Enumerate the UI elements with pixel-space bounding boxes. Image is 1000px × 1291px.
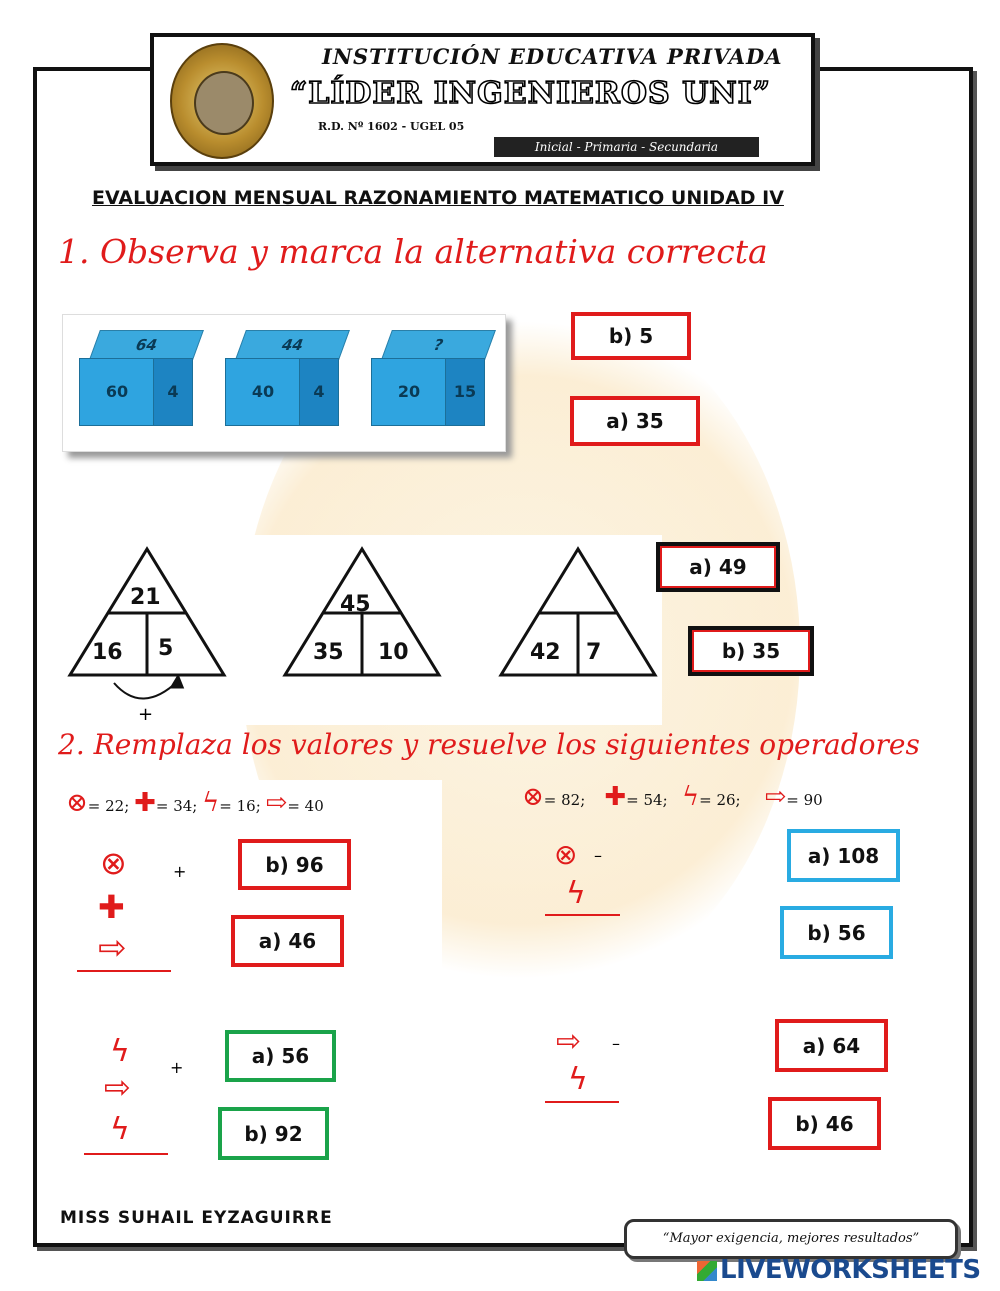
- answer-option-triangle-b[interactable]: b) 35: [688, 626, 814, 676]
- bolt-icon: ϟ: [110, 1112, 130, 1147]
- operation-minus: –: [612, 1034, 620, 1053]
- bolt-icon: ϟ: [681, 782, 700, 812]
- triangle-2-top: 45: [340, 592, 371, 617]
- arrow-icon: ⇨: [265, 788, 288, 818]
- education-levels: Inicial - Primaria - Secundaria: [494, 137, 759, 157]
- cross-icon: ✚: [98, 888, 125, 926]
- institution-name: “LÍDER INGENIEROS UNI”: [290, 76, 771, 111]
- arrow-icon: ⇨: [104, 1068, 131, 1106]
- operation-minus: –: [594, 846, 602, 865]
- triangle-drawing: [62, 535, 662, 725]
- liveworksheets-brand: LIVEWORKSHEETS: [697, 1255, 981, 1285]
- answer-option-ex4-a[interactable]: a) 64: [775, 1019, 888, 1072]
- cube-side: 4: [299, 358, 339, 426]
- sum-line: [77, 970, 171, 972]
- school-seal-icon: [170, 43, 274, 159]
- school-motto: “Mayor exigencia, mejores resultados”: [624, 1219, 958, 1259]
- bolt-icon: ϟ: [110, 1034, 130, 1069]
- cube-2: [225, 330, 337, 424]
- arrow-icon: ⇨: [98, 928, 127, 968]
- liveworksheets-logo-icon: [697, 1261, 717, 1281]
- triangle-1-left: 16: [92, 640, 123, 665]
- bolt-icon: ϟ: [566, 876, 586, 911]
- answer-option-ex1-a[interactable]: a) 46: [231, 915, 344, 967]
- answer-option-ex4-b[interactable]: b) 46: [768, 1097, 881, 1150]
- triangle-1-right: 5: [158, 636, 174, 661]
- answer-option-ex3-a[interactable]: a) 56: [225, 1030, 336, 1082]
- triangle-puzzle: [62, 535, 662, 725]
- plus-sign: +: [138, 704, 154, 725]
- teacher-signature: MISS SUHAIL EYZAGUIRRE: [60, 1208, 333, 1228]
- triangle-3-right: 7: [586, 640, 602, 665]
- cube-top: 44: [235, 330, 350, 360]
- operator-definitions-left: ⊗= 22; ✚= 34; ϟ= 16; ⇨= 40: [66, 788, 324, 818]
- answer-option-cube-b[interactable]: b) 5: [571, 312, 691, 360]
- question-2-heading: 2. Remplaza los valores y resuelve los siguientes operadores: [58, 728, 920, 761]
- cube-side: 4: [153, 358, 193, 426]
- answer-option-ex2-b[interactable]: b) 56: [780, 906, 893, 959]
- answer-option-ex2-a[interactable]: a) 108: [787, 829, 900, 882]
- page-title: EVALUACION MENSUAL RAZONAMIENTO MATEMATICO UNIDAD IV: [92, 187, 784, 209]
- cube-top: 64: [89, 330, 204, 360]
- cube-top: ?: [381, 330, 496, 360]
- arrow-icon: ⇨: [556, 1024, 582, 1059]
- cross-icon: ✚: [604, 782, 627, 812]
- operation-plus: +: [170, 1058, 184, 1077]
- cube-front: 20: [371, 358, 447, 426]
- triangle-3-left: 42: [530, 640, 561, 665]
- circle-x-icon: ⊗: [100, 844, 127, 882]
- difference-line: [545, 914, 620, 916]
- resolution-number: R.D. Nº 1602 - UGEL 05: [318, 120, 465, 133]
- answer-option-triangle-a[interactable]: a) 49: [656, 542, 780, 592]
- triangle-2-right: 10: [378, 640, 409, 665]
- cube-3: [371, 330, 483, 424]
- arrow-icon: ⇨: [764, 782, 787, 812]
- answer-option-ex3-b[interactable]: b) 92: [218, 1107, 329, 1160]
- cube-puzzle: [62, 314, 506, 452]
- sum-line: [84, 1153, 168, 1155]
- bolt-icon: ϟ: [568, 1062, 588, 1097]
- circle-x-icon: ⊗: [554, 838, 578, 871]
- bolt-icon: ϟ: [202, 788, 220, 818]
- cube-side: 15: [445, 358, 485, 426]
- triangle-2-left: 35: [313, 640, 344, 665]
- difference-line: [545, 1101, 619, 1103]
- cross-icon: ✚: [134, 788, 156, 818]
- circle-x-icon: ⊗: [522, 782, 544, 812]
- answer-option-cube-a[interactable]: a) 35: [570, 396, 700, 446]
- answer-option-ex1-b[interactable]: b) 96: [238, 839, 351, 890]
- cube-1: [79, 330, 191, 424]
- institution-type: INSTITUCIÓN EDUCATIVA PRIVADA: [322, 44, 783, 69]
- operator-definitions-right: ⊗= 82; ✚= 54; ϟ= 26; ⇨= 90: [522, 782, 823, 812]
- circle-x-icon: ⊗: [66, 788, 88, 818]
- cube-front: 40: [225, 358, 301, 426]
- triangle-1-top: 21: [130, 585, 161, 610]
- question-1-heading: 1. Observa y marca la alternativa correcta: [58, 232, 768, 271]
- operation-plus: +: [173, 862, 187, 881]
- cube-front: 60: [79, 358, 155, 426]
